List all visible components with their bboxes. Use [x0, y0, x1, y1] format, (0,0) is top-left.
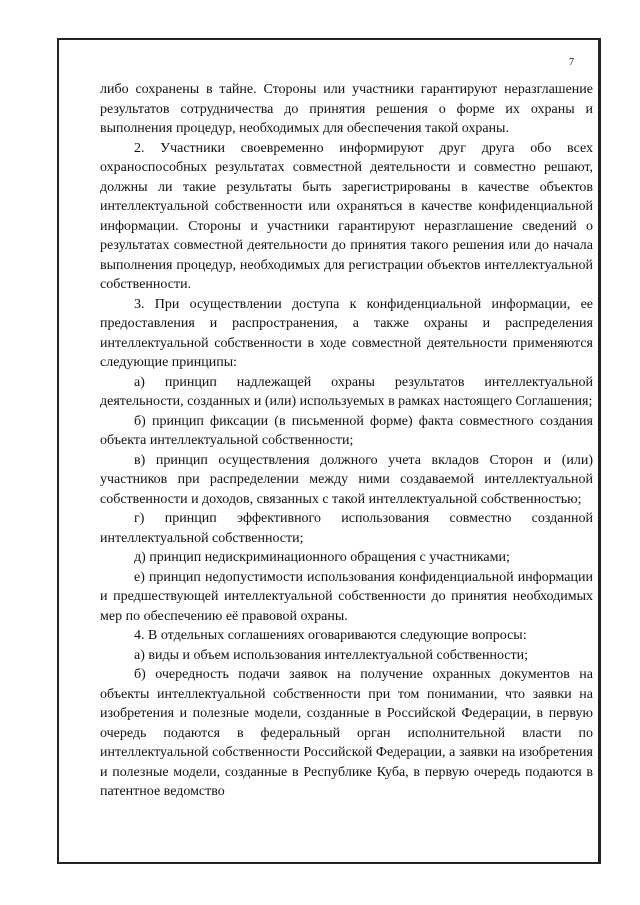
paragraph-clause-4: 4. В отдельных соглашениях оговариваются следующие вопросы: — [134, 628, 527, 643]
paragraph-continuation: либо сохранены в тайне. Стороны или участники гарантируют неразглашение результатов сотрудничества до принятия решения о форме их охраны и выполнения процедур, необходимых для обеспечения такой охраны. — [100, 82, 593, 136]
principle-g: г) принцип эффективного использования совместно созданной интеллектуальной собственности; — [100, 511, 593, 546]
principle-v: в) принцип осуществления должного учета вкладов Сторон и (или) участников при распределении между ними создаваемой интеллектуальной собственности и доходов, связанных с такой интеллектуальной собственностью; — [100, 452, 593, 507]
issue-b: б) очередность подачи заявок на получение охранных документов на объекты интеллектуальной собственности при том понимании, что заявки на изобретения и полезные модели, созданные в Российской Федерации, в первую очередь подаются в федеральный орган исполнительной власти по интеллектуальной собственности Российской Федерации, а заявки на изобретения и полезные модели, созданные в Республике Куба, в первую очередь подаются в патентное ведомство — [100, 667, 593, 799]
principle-b: б) принцип фиксации (в письменной форме) факта совместного создания объекта интеллектуальной собственности; — [100, 413, 593, 448]
paragraph-clause-2: 2. Участники своевременно информируют друг друга обо всех охраноспособных результатах совместной деятельности и совместно решают, должны ли такие результаты быть зарегистрированы в качестве объектов интеллектуальной собственности или охраняться в качестве конфиденциальной информации. Стороны и участники гарантируют неразглашение сведений о результатах совместной деятельности до принятия такого решения или до начала выполнения процедур, необходимых для регистрации объектов интеллектуальной собственности. — [100, 140, 593, 292]
principle-d: д) принцип недискриминационного обращения с участниками; — [134, 550, 510, 565]
document-text — [100, 80, 593, 802]
issue-a: а) виды и объем использования интеллектуальной собственности; — [134, 647, 529, 663]
principle-e: е) принцип недопустимости использования конфиденциальной информации и предшествующей интеллектуальной собственности до принятия необходимых мер по обеспечению её правовой охраны. — [100, 569, 593, 624]
principle-a: а) принцип надлежащей охраны результатов интеллектуальной деятельности, созданных и (или) используемых в рамках настоящего Соглашения; — [100, 374, 593, 409]
document-page — [57, 38, 601, 864]
paragraph-clause-3: 3. При осуществлении доступа к конфиденциальной информации, ее предоставления и распространения, а также охраны и распределения интеллектуальной собственности в ходе совместной деятельности применяются следующие принципы: — [100, 296, 593, 370]
page-number: 7 — [569, 57, 574, 68]
